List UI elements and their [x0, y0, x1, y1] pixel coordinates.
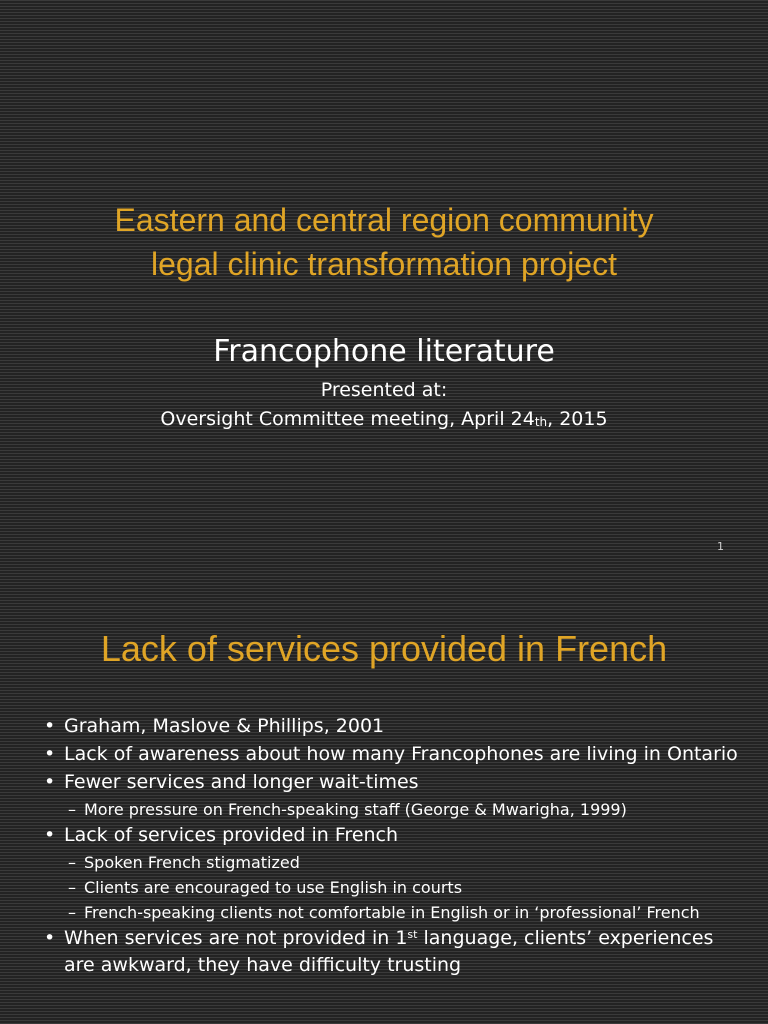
bullet-ordinal: st	[407, 928, 418, 941]
sub-bullet-text: French-speaking clients not comfortable in English or in ‘professional’ French	[84, 903, 700, 922]
bullet-item	[44, 714, 744, 739]
sub-bullet-marker: –	[68, 853, 76, 872]
sub-bullet-marker: –	[68, 903, 76, 922]
presented-at-label: Presented at:	[320, 379, 448, 401]
bullet-item	[44, 770, 744, 795]
bullet-marker: •	[44, 824, 56, 846]
bullet-text: Lack of services provided in French	[64, 824, 399, 846]
meeting-prefix: Oversight Committee meeting, April 24	[160, 408, 535, 430]
sub-bullet-text: Clients are encouraged to use English in courts	[84, 878, 463, 897]
content-slide	[0, 576, 768, 1024]
sub-bullet-marker: –	[68, 800, 76, 819]
slide-number: 1	[717, 540, 724, 553]
slide-title: Lack of services provided in French	[100, 628, 668, 669]
sub-bullet-item	[44, 901, 744, 924]
sub-bullet-item	[44, 798, 744, 821]
bullet-text: Graham, Maslove & Phillips, 2001	[64, 715, 385, 737]
bullet-text-suffix: language, clients’ experiences are awkward, they have difficulty trusting	[64, 927, 714, 976]
sub-bullet-item	[44, 876, 744, 899]
bullet-text: Lack of awareness about how many Francophones are living in Ontario	[64, 743, 738, 765]
slide-title-line-1: Eastern and central region community	[114, 202, 654, 238]
slide-subtitle: Francophone literature	[213, 334, 555, 369]
bullet-marker: •	[44, 771, 56, 793]
bullet-marker: •	[44, 743, 56, 765]
bullet-marker: •	[44, 715, 56, 737]
meeting-suffix: , 2015	[547, 408, 608, 430]
bullet-list	[44, 714, 744, 981]
sub-bullet-text: Spoken French stigmatized	[84, 853, 300, 872]
bullet-text-prefix: When services are not provided in 1	[64, 927, 408, 949]
sub-bullet-marker: –	[68, 878, 76, 897]
sub-bullet-text: More pressure on French-speaking staff (George & Mwarigha, 1999)	[84, 800, 627, 819]
bullet-item	[44, 926, 744, 978]
bullet-text: Fewer services and longer wait-times	[64, 771, 419, 793]
meeting-line	[0, 406, 768, 434]
slide-title-line-2: legal clinic transformation project	[151, 246, 617, 282]
bullet-item	[44, 742, 744, 767]
bullet-item	[44, 823, 744, 848]
sub-bullet-item	[44, 851, 744, 874]
meeting-ordinal: th	[534, 415, 548, 429]
slide-title	[0, 198, 768, 286]
bullet-marker: •	[44, 927, 56, 949]
